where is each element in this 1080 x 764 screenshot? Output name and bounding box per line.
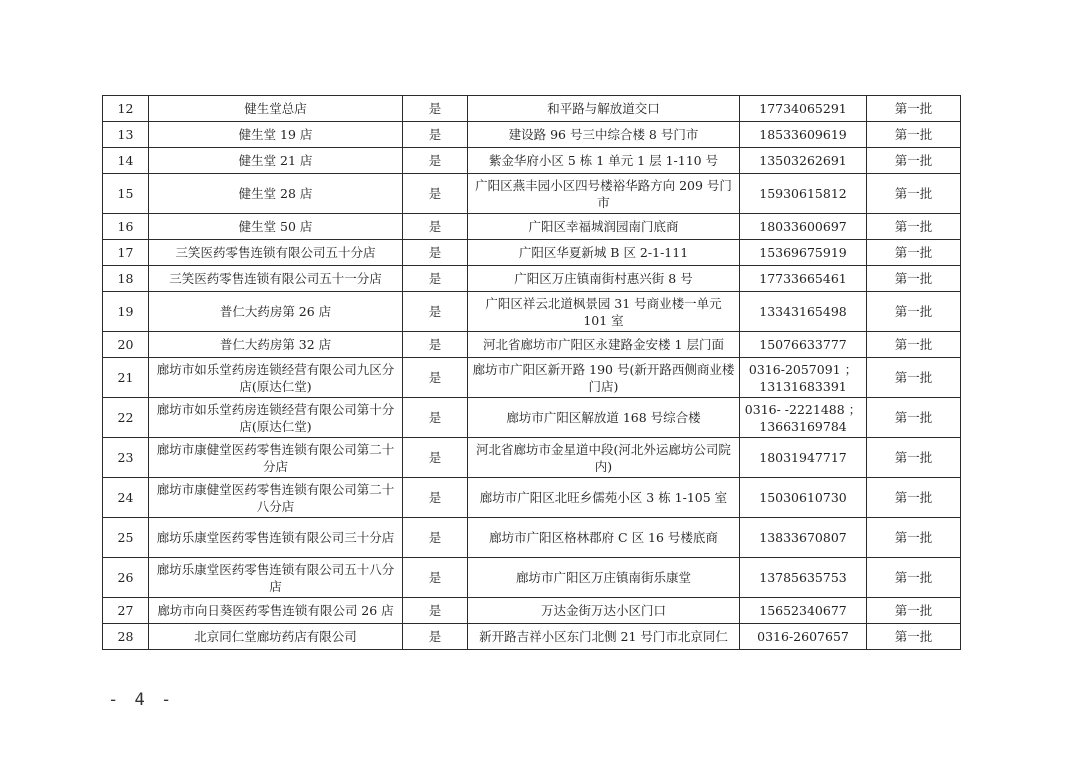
row-number-cell: 28	[103, 624, 149, 650]
table-row	[103, 174, 961, 214]
row-number-cell: 20	[103, 332, 149, 358]
pharmacy-name-cell: 健生堂 21 店	[149, 148, 403, 174]
address-cell: 广阳区万庄镇南街村惠兴街 8 号	[468, 266, 740, 292]
batch-cell: 第一批	[867, 358, 961, 398]
phone-cell: 0316-2607657	[740, 624, 867, 650]
flag-cell: 是	[403, 558, 468, 598]
phone-cell: 13503262691	[740, 148, 867, 174]
phone-cell: 15369675919	[740, 240, 867, 266]
address-cell: 广阳区祥云北道枫景园 31 号商业楼一单元 101 室	[468, 292, 740, 332]
row-number-cell: 15	[103, 174, 149, 214]
phone-cell: 13343165498	[740, 292, 867, 332]
table-row	[103, 558, 961, 598]
table-row	[103, 398, 961, 438]
batch-cell: 第一批	[867, 292, 961, 332]
pharmacy-name-cell: 廊坊乐康堂医药零售连锁有限公司三十分店	[149, 518, 403, 558]
row-number-cell: 16	[103, 214, 149, 240]
table-row	[103, 518, 961, 558]
row-number-cell: 13	[103, 122, 149, 148]
address-cell: 和平路与解放道交口	[468, 96, 740, 122]
row-number-cell: 18	[103, 266, 149, 292]
table-row	[103, 358, 961, 398]
flag-cell: 是	[403, 478, 468, 518]
address-cell: 河北省廊坊市广阳区永建路金安楼 1 层门面	[468, 332, 740, 358]
row-number-cell: 17	[103, 240, 149, 266]
pharmacy-table	[102, 95, 961, 650]
row-number-cell: 26	[103, 558, 149, 598]
batch-cell: 第一批	[867, 478, 961, 518]
flag-cell: 是	[403, 266, 468, 292]
flag-cell: 是	[403, 292, 468, 332]
phone-cell: 15076633777	[740, 332, 867, 358]
phone-cell: 0316-2057091 ；13131683391	[740, 358, 867, 398]
table-body	[103, 96, 961, 650]
address-cell: 广阳区华夏新城 B 区 2-1-111	[468, 240, 740, 266]
flag-cell: 是	[403, 96, 468, 122]
page-number: - 4 -	[108, 690, 175, 710]
row-number-cell: 25	[103, 518, 149, 558]
flag-cell: 是	[403, 624, 468, 650]
address-cell: 新开路吉祥小区东门北侧 21 号门市北京同仁	[468, 624, 740, 650]
batch-cell: 第一批	[867, 174, 961, 214]
table-row	[103, 438, 961, 478]
batch-cell: 第一批	[867, 214, 961, 240]
pharmacy-name-cell: 廊坊乐康堂医药零售连锁有限公司五十八分店	[149, 558, 403, 598]
table-row	[103, 148, 961, 174]
row-number-cell: 12	[103, 96, 149, 122]
table-row	[103, 214, 961, 240]
address-cell: 廊坊市广阳区解放道 168 号综合楼	[468, 398, 740, 438]
pharmacy-name-cell: 健生堂 50 店	[149, 214, 403, 240]
table-row	[103, 266, 961, 292]
pharmacy-name-cell: 廊坊市如乐堂药房连锁经营有限公司九区分店(原达仁堂)	[149, 358, 403, 398]
address-cell: 广阳区幸福城润园南门底商	[468, 214, 740, 240]
phone-cell: 13785635753	[740, 558, 867, 598]
flag-cell: 是	[403, 240, 468, 266]
phone-cell: 17733665461	[740, 266, 867, 292]
phone-cell: 15652340677	[740, 598, 867, 624]
table-row	[103, 332, 961, 358]
batch-cell: 第一批	[867, 96, 961, 122]
pharmacy-name-cell: 廊坊市如乐堂药房连锁经营有限公司第十分店(原达仁堂)	[149, 398, 403, 438]
phone-cell: 18031947717	[740, 438, 867, 478]
pharmacy-name-cell: 健生堂 19 店	[149, 122, 403, 148]
pharmacy-name-cell: 健生堂总店	[149, 96, 403, 122]
flag-cell: 是	[403, 438, 468, 478]
batch-cell: 第一批	[867, 240, 961, 266]
phone-cell: 13833670807	[740, 518, 867, 558]
flag-cell: 是	[403, 214, 468, 240]
table-row	[103, 624, 961, 650]
pharmacy-name-cell: 普仁大药房第 32 店	[149, 332, 403, 358]
pharmacy-name-cell: 普仁大药房第 26 店	[149, 292, 403, 332]
batch-cell: 第一批	[867, 122, 961, 148]
phone-cell: 0316- -2221488 ；13663169784	[740, 398, 867, 438]
batch-cell: 第一批	[867, 598, 961, 624]
flag-cell: 是	[403, 598, 468, 624]
row-number-cell: 14	[103, 148, 149, 174]
address-cell: 建设路 96 号三中综合楼 8 号门市	[468, 122, 740, 148]
flag-cell: 是	[403, 358, 468, 398]
address-cell: 河北省廊坊市金星道中段(河北外运廊坊公司院内)	[468, 438, 740, 478]
batch-cell: 第一批	[867, 438, 961, 478]
table-row	[103, 478, 961, 518]
batch-cell: 第一批	[867, 148, 961, 174]
flag-cell: 是	[403, 148, 468, 174]
batch-cell: 第一批	[867, 518, 961, 558]
flag-cell: 是	[403, 398, 468, 438]
batch-cell: 第一批	[867, 558, 961, 598]
pharmacy-name-cell: 北京同仁堂廊坊药店有限公司	[149, 624, 403, 650]
batch-cell: 第一批	[867, 398, 961, 438]
phone-cell: 18533609619	[740, 122, 867, 148]
phone-cell: 17734065291	[740, 96, 867, 122]
flag-cell: 是	[403, 518, 468, 558]
phone-cell: 18033600697	[740, 214, 867, 240]
row-number-cell: 21	[103, 358, 149, 398]
batch-cell: 第一批	[867, 624, 961, 650]
flag-cell: 是	[403, 332, 468, 358]
batch-cell: 第一批	[867, 332, 961, 358]
address-cell: 万达金街万达小区门口	[468, 598, 740, 624]
batch-cell: 第一批	[867, 266, 961, 292]
address-cell: 广阳区燕丰园小区四号楼裕华路方向 209 号门市	[468, 174, 740, 214]
pharmacy-name-cell: 健生堂 28 店	[149, 174, 403, 214]
pharmacy-name-cell: 三笑医药零售连锁有限公司五十一分店	[149, 266, 403, 292]
table-row	[103, 122, 961, 148]
address-cell: 紫金华府小区 5 栋 1 单元 1 层 1-110 号	[468, 148, 740, 174]
pharmacy-name-cell: 廊坊市康健堂医药零售连锁有限公司第二十八分店	[149, 478, 403, 518]
pharmacy-name-cell: 廊坊市向日葵医药零售连锁有限公司 26 店	[149, 598, 403, 624]
address-cell: 廊坊市广阳区格林郡府 C 区 16 号楼底商	[468, 518, 740, 558]
row-number-cell: 24	[103, 478, 149, 518]
address-cell: 廊坊市广阳区新开路 190 号(新开路西侧商业楼门店)	[468, 358, 740, 398]
pharmacy-name-cell: 廊坊市康健堂医药零售连锁有限公司第二十分店	[149, 438, 403, 478]
row-number-cell: 22	[103, 398, 149, 438]
table-row	[103, 292, 961, 332]
flag-cell: 是	[403, 174, 468, 214]
phone-cell: 15030610730	[740, 478, 867, 518]
address-cell: 廊坊市广阳区北旺乡儒苑小区 3 栋 1-105 室	[468, 478, 740, 518]
row-number-cell: 23	[103, 438, 149, 478]
table-row	[103, 96, 961, 122]
flag-cell: 是	[403, 122, 468, 148]
pharmacy-name-cell: 三笑医药零售连锁有限公司五十分店	[149, 240, 403, 266]
row-number-cell: 27	[103, 598, 149, 624]
phone-cell: 15930615812	[740, 174, 867, 214]
table-row	[103, 598, 961, 624]
row-number-cell: 19	[103, 292, 149, 332]
table-row	[103, 240, 961, 266]
address-cell: 廊坊市广阳区万庄镇南街乐康堂	[468, 558, 740, 598]
